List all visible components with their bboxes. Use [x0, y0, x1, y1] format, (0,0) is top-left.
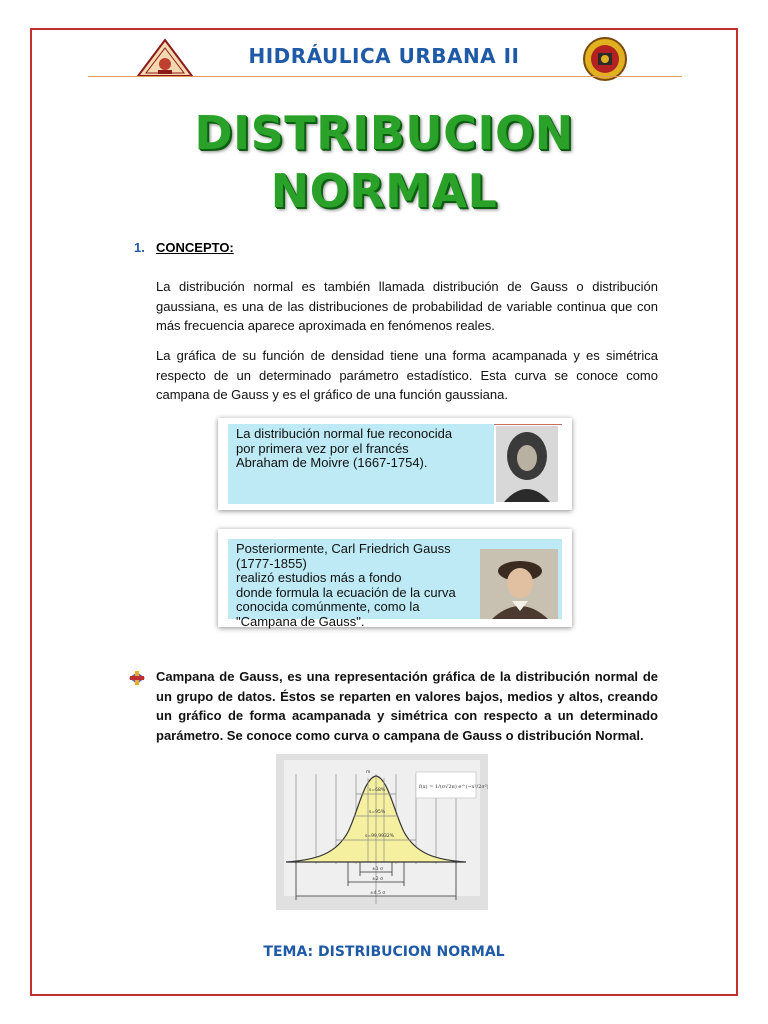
header-title: HIDRÁULICA URBANA II: [248, 44, 520, 68]
gauss-card: [218, 529, 572, 627]
main-title-line1: DISTRIBUCION: [194, 106, 574, 160]
card-text: [228, 424, 494, 504]
bell-68-label: s=68%: [369, 788, 386, 793]
card-line: La distribución normal fue reconocida: [236, 426, 453, 441]
sigma-45-label: ±4,5 σ: [370, 891, 386, 896]
card-line: "Campana de Gauss".: [236, 613, 365, 629]
main-title-line2: NORMAL: [270, 164, 498, 218]
card-line: realizó estudios más a fondo: [236, 570, 402, 585]
moivre-portrait: [496, 426, 558, 502]
card-line: Abraham de Moivre (1667-1754).: [236, 455, 428, 470]
footer-title: TEMA: DISTRIBUCION NORMAL: [263, 944, 505, 960]
bell-997-label: s=99,9932%: [365, 834, 394, 839]
card-line: por primera vez por el francés: [236, 440, 409, 456]
card-line: Posteriormente, Carl Friedrich Gauss (1777-1855): [236, 541, 451, 571]
header-divider: [88, 76, 682, 77]
bullet-paragraph: Campana de Gauss, es una representación gráfica de la distribución normal de un grupo de datos. Éstos se reparten en valores bajos, medios y altos, creando un gráfico de forma acampanada y simétrica con respecto a un determinado parámetro. Se conoce como curva o campana de Gauss o distribución Normal.: [156, 669, 658, 743]
sigma-2-label: ±2 σ: [372, 877, 383, 882]
section-number: 1.: [134, 240, 145, 255]
sigma-1-label: ±1 σ: [372, 867, 383, 872]
card-line: conocida comúnmente, como la: [236, 599, 420, 614]
bell-curve-svg: [276, 754, 488, 910]
gauss-portrait: [480, 549, 558, 619]
bell-peak-label: m: [366, 770, 371, 775]
bell-curve-figure: [276, 754, 488, 910]
gauss-formula: f(x) = 1/(σ√2π) e^(−x²/2σ²): [419, 784, 488, 790]
bell-95-label: s=95%: [369, 810, 386, 815]
moivre-card: [218, 418, 572, 510]
paragraph: La distribución normal es también llamada distribución de Gauss o distribución gaussiana, es una de las distribuciones de probabilidad de variable continua que con más frecuencia aparece aproximada en fenómenos reales.: [156, 279, 658, 333]
main-title: [0, 104, 768, 220]
bullet-icon: [128, 671, 146, 685]
card-line: donde formula la ecuación de la curva: [236, 584, 456, 600]
paragraph: La gráfica de su función de densidad tiene una forma acampanada y es simétrica respecto de un determinado parámetro estadístico. Esta curva se conoce como campana de Gauss y es el gráfico de una función gaussiana.: [156, 348, 658, 402]
section-heading: CONCEPTO:: [156, 240, 234, 255]
